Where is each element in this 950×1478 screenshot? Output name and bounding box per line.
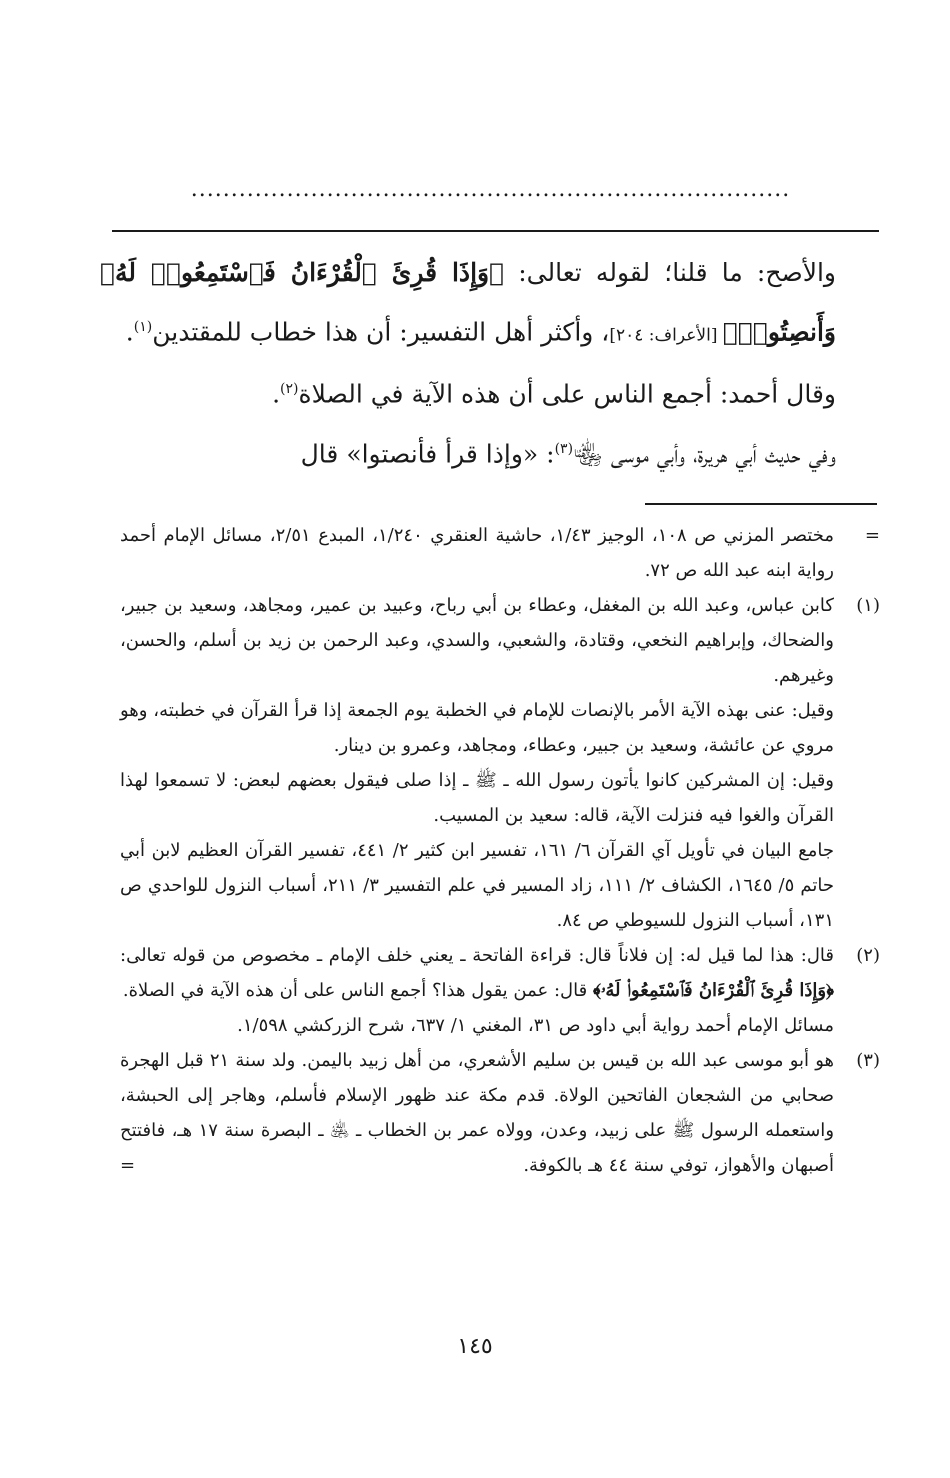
footnote-2	[120, 938, 880, 1043]
footnote-rule	[645, 503, 877, 505]
footnote-ref-3[interactable]: (٣)	[554, 440, 574, 457]
main-paragraph-1: والأصح: ما قلنا؛ لقوله تعالى: ﴿وَإِذَا قُرِئَ ٱلْقُرْءَانُ فَٱسْتَمِعُوا۟ لَهُۥ وَأَنصِتُوا۟﴾ [الأعراف: ٢٠٤]، وأكثر أهل التفسير: أن هذا خطاب للمقتدين$^{(١)}$.	[100, 258, 836, 347]
footnote-number: (٣)	[856, 1050, 880, 1071]
footnote-text: وقيل: إن المشركين كانوا يأتون رسول الله ـ ﷺ ـ إذا صلى فيقول بعضهم لبعض: لا تسمعوا لهذا القرآن والغوا فيه فنزلت الآية، قاله: سعيد بن المسيب.	[120, 770, 834, 826]
footnote-text: مختصر المزني ص ١٠٨، الوجيز ١/٤٣، حاشية العنقري ١/٢٤٠، المبدع ٢/٥١، مسائل الإمام أحمد رواية ابنه عبد الله ص ٧٢.	[120, 525, 834, 581]
main-text	[100, 246, 880, 481]
page-number: ١٤٥	[457, 1334, 493, 1359]
footnote-number: (٢)	[856, 945, 880, 966]
footnote-number: (١)	[856, 595, 880, 616]
footnote-text: مسائل الإمام أحمد رواية أبي داود ص ٣١، المغني ١/ ٦٣٧، شرح الزركشي ١/٥٩٨.	[237, 1015, 834, 1036]
footnote-text: قال: هذا لما قيل له: إن فلاناً قال: قراءة الفاتحة ـ يعني خلف الإمام ـ مخصوص من قوله تعالى: ﴿وَإِذَا قُرِئَ ٱلْقُرْءَانُ فَٱسْتَمِعُوا۟ لَهُۥ﴾ قال: عمن يقول هذا؟ أجمع الناس على أن هذه الآية في الصلاة.	[120, 945, 834, 1001]
header-rule	[112, 230, 879, 232]
footnote-text: جامع البيان في تأويل آي القرآن ٦/ ١٦١، تفسير ابن كثير ٢/ ٤٤١، تفسير القرآن العظيم لابن أبي حاتم ٥/ ١٦٤٥، الكشاف ٢/ ١١١، زاد المسير في علم التفسير ٣/ ٢١١، أسباب النزول للواحدي ص ١٣١، أسباب النزول للسيوطي ص ٨٤.	[120, 840, 834, 931]
main-paragraph-3: وفي حديث أبي هريرة، وأبي موسى ﵄$^{(٣)}$: «وإذا قرأ فأنصتوا» قال	[300, 438, 836, 468]
main-paragraph-2: وقال أحمد: أجمع الناس على أن هذه الآية في الصلاة$^{(٢)}$.	[272, 379, 836, 409]
verse-source: [الأعراف: ٢٠٤]	[609, 325, 723, 346]
footnote-continuation	[120, 518, 880, 588]
continuation-marker: =	[864, 525, 880, 546]
header-dotted-separator: ...........................................................................	[190, 177, 791, 202]
continuation-marker: =	[120, 1155, 136, 1176]
footnote-ref-2[interactable]: (٢)	[280, 381, 299, 398]
quran-verse: ﴿وَإِذَا قُرِئَ ٱلْقُرْءَانُ فَٱسْتَمِعُوا۟ لَهُۥ﴾	[592, 980, 834, 1001]
footnote-ref-1[interactable]: (١)	[133, 319, 153, 335]
footnote-3	[120, 1043, 880, 1183]
footnote-text: وقيل: عنى بهذه الآية الأمر بالإنصات للإمام في الخطبة يوم الجمعة إذا قرأ القرآن في خطبته، وهو مروي عن عائشة، وسعيد بن جبير، وعطاء، ومجاهد، وعمرو بن دينار.	[120, 700, 834, 756]
quran-verse: ﴿وَإِذَا قُرِئَ ٱلْقُرْءَانُ فَٱسْتَمِعُوا۟ لَهُۥ وَأَنصِتُوا۟﴾	[100, 258, 836, 347]
footnote-1	[120, 588, 880, 938]
footnotes	[120, 518, 880, 1183]
footnote-text: كابن عباس، وعبد الله بن المغفل، وعطاء بن أبي رباح، وعبيد بن عمير، ومجاهد، وسعيد بن جبير، والضحاك، وإبراهيم النخعي، وقتادة، والشعبي، والسدي، وعبد الرحمن بن زيد بن أسلم، والحسن، وغيرهم.	[120, 595, 834, 686]
footnote-text: هو أبو موسى عبد الله بن قيس بن سليم الأشعري، من أهل زبيد باليمن. ولد سنة ٢١ قبل الهجرة صحابي من الشجعان الفاتحين الولاة. قدم مكة عند ظهور الإسلام فأسلم، وهاجر إلى الحبشة، واستعمله الرسول ﷺ على زبيد، وعدن، وولاه عمر بن الخطاب ـ ﵁ ـ البصرة سنة ١٧ هـ، فافتتح أصبهان والأهواز، توفي سنة ٤٤ هـ بالكوفة.	[120, 1050, 835, 1176]
